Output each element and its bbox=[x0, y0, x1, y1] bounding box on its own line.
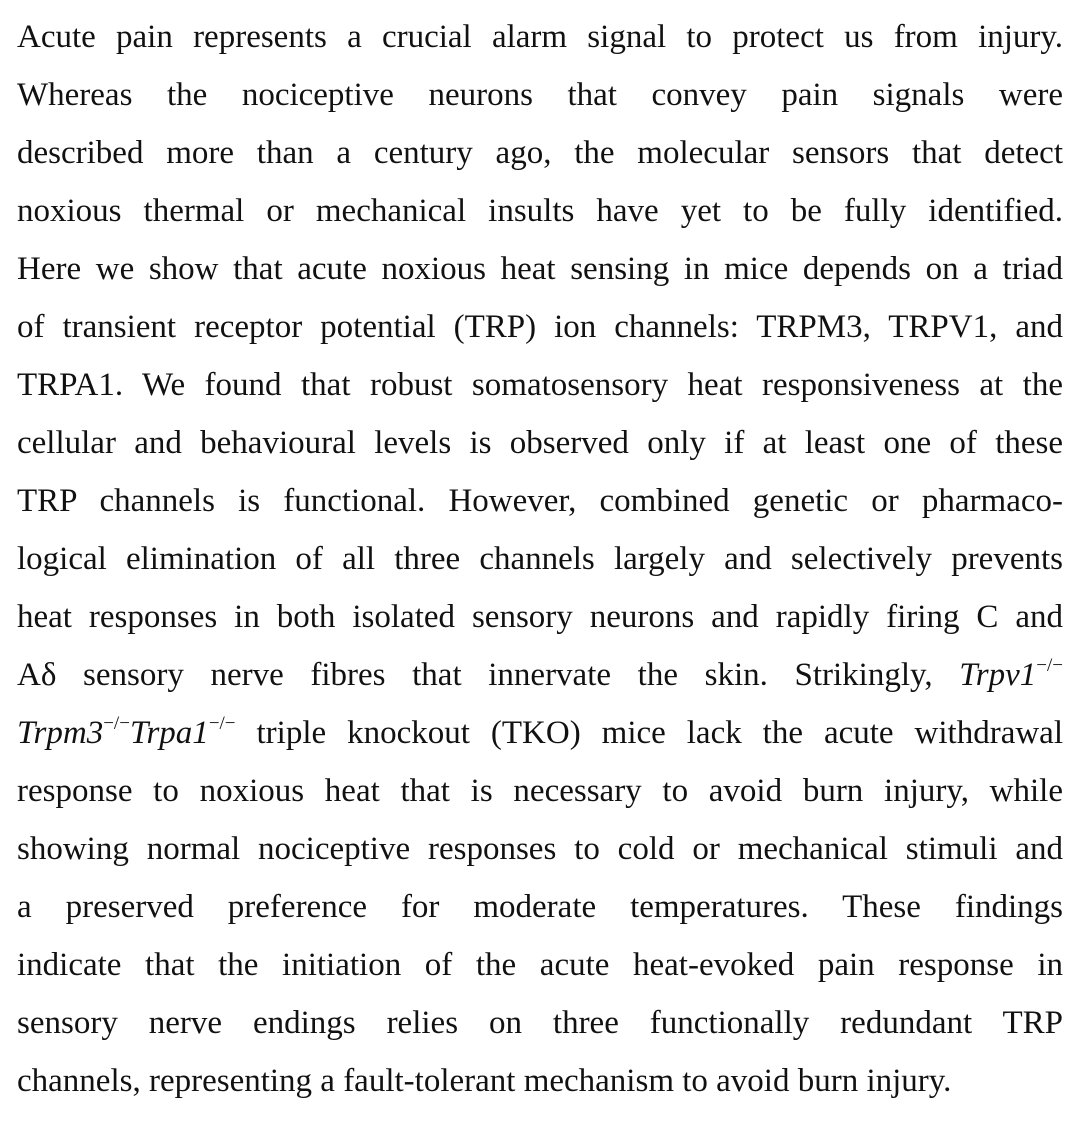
text-segment: of transient receptor potential (TRP) ion channels: TRPM3, TRPV1, and bbox=[17, 309, 1063, 345]
gene-name: Trpv1 bbox=[959, 657, 1037, 693]
text-line bbox=[17, 356, 1063, 414]
text-segment: triple knockout (TKO) mice lack the acute withdrawal bbox=[235, 715, 1063, 751]
text-line bbox=[17, 936, 1063, 994]
text-segment: response to noxious heat that is necessary to avoid burn injury, while bbox=[17, 773, 1063, 809]
text-line bbox=[17, 182, 1063, 240]
gene-name: Trpa1 bbox=[129, 715, 209, 751]
text-line bbox=[17, 994, 1063, 1052]
text-line bbox=[17, 298, 1063, 356]
text-segment: TRPA1. We found that robust somatosensory heat responsiveness at the bbox=[17, 367, 1063, 403]
gene-name: Trpm3 bbox=[17, 715, 104, 751]
text-line bbox=[17, 124, 1063, 182]
abstract-paragraph bbox=[17, 8, 1063, 1110]
text-segment: Here we show that acute noxious heat sensing in mice depends on a triad bbox=[17, 251, 1063, 287]
text-line bbox=[17, 8, 1063, 66]
text-segment: described more than a century ago, the molecular sensors that detect bbox=[17, 135, 1063, 171]
text-line bbox=[17, 530, 1063, 588]
text-line bbox=[17, 240, 1063, 298]
text-segment: a preserved preference for moderate temperatures. These findings bbox=[17, 889, 1063, 925]
text-segment: cellular and behavioural levels is observed only if at least one of these bbox=[17, 425, 1063, 461]
text-segment: Acute pain represents a crucial alarm signal to protect us from injury. bbox=[17, 19, 1063, 55]
text-line bbox=[17, 646, 1063, 704]
text-segment: sensory nerve endings relies on three functionally redundant TRP bbox=[17, 1005, 1063, 1041]
text-segment: heat responses in both isolated sensory neurons and rapidly firing C and bbox=[17, 599, 1063, 635]
text-line bbox=[17, 762, 1063, 820]
genotype-superscript: −/− bbox=[208, 713, 236, 734]
text-line bbox=[17, 1052, 1063, 1110]
genotype-superscript: −/− bbox=[103, 713, 130, 734]
text-line bbox=[17, 66, 1063, 124]
text-line bbox=[17, 414, 1063, 472]
text-line bbox=[17, 820, 1063, 878]
text-segment: showing normal nociceptive responses to cold or mechanical stimuli and bbox=[17, 831, 1063, 867]
text-segment: logical elimination of all three channels largely and selectively prevents bbox=[17, 541, 1063, 577]
text-segment: indicate that the initiation of the acute heat-evoked pain response in bbox=[17, 947, 1063, 983]
text-segment: channels, representing a fault-tolerant mechanism to avoid burn injury. bbox=[17, 1063, 952, 1099]
text-segment: noxious thermal or mechanical insults have yet to be fully identified. bbox=[17, 193, 1063, 229]
text-line bbox=[17, 588, 1063, 646]
genotype-superscript: −/− bbox=[1036, 655, 1063, 676]
text-segment: TRP channels is functional. However, combined genetic or pharmaco- bbox=[17, 483, 1063, 519]
text-segment: Aδ sensory nerve fibres that innervate the skin. Strikingly, bbox=[17, 657, 960, 693]
text-line bbox=[17, 704, 1063, 762]
text-segment: Whereas the nociceptive neurons that convey pain signals were bbox=[17, 77, 1063, 113]
text-line bbox=[17, 472, 1063, 530]
text-line bbox=[17, 878, 1063, 936]
